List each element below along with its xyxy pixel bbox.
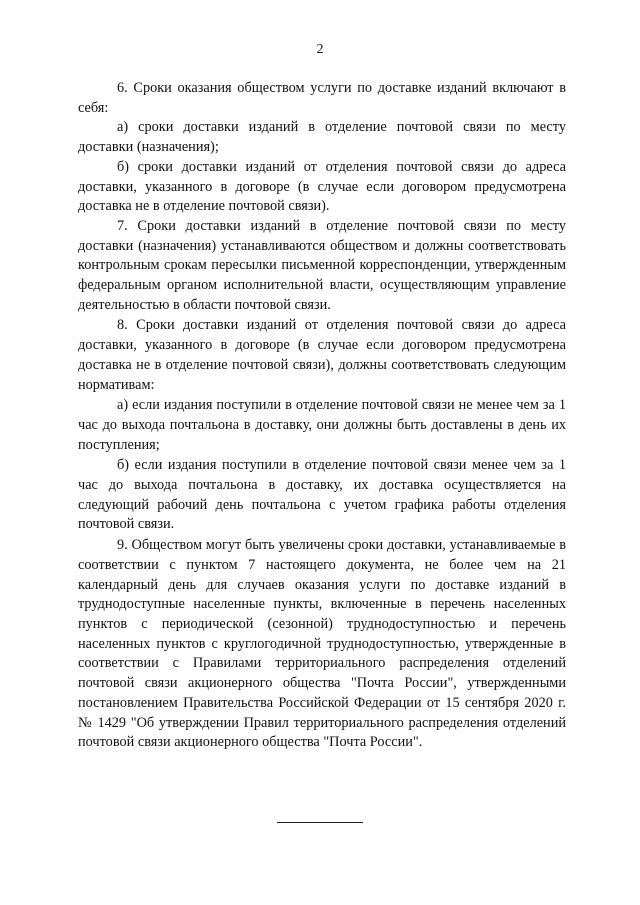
paragraph-8: 8. Сроки доставки изданий от отделения почтовой связи до адреса доставки, указанного в договоре (в случае если договором предусмотрена доставка не в отделение почтовой связи), должны соответствовать следующим нормативам:: [78, 317, 566, 393]
paragraph-8b: б) если издания поступили в отделение почтовой связи менее чем за 1 час до выхода почтальона в доставку, их доставка осуществляется на следующий рабочий день почтальона с учетом графика работы отделения почтовой связи.: [78, 457, 566, 533]
footer-divider: [277, 822, 363, 823]
page-number: 2: [316, 42, 324, 57]
paragraph-6: 6. Сроки оказания обществом услуги по доставке изданий включают в себя:: [78, 80, 566, 116]
paragraph-7: 7. Сроки доставки изданий в отделение почтовой связи по месту доставки (назначения) устанавливаются обществом и должны соответствовать контрольным срокам пересылки письменной корреспонденции, утвержденным федеральным органом исполнительной власти, осуществляющим управление деятельностью в области почтовой связи.: [78, 217, 566, 313]
document-body: [78, 79, 566, 753]
paragraph-9: 9. Обществом могут быть увеличены сроки доставки, устанавливаемые в соответствии с пунктом 7 настоящего документа, не более чем на 21 календарный день для случаев оказания услуги по доставке изданий в труднодоступные населенные пункты, включенные в перечень населенных пунктов с периодической (сезонной) труднодоступностью и перечень населенных пунктов с круглогодичной труднодоступностью, утвержденные в соответствии с Правилами территориального распределения отделений почтовой связи акционерного общества "Почта России", утвержденными постановлением Правительства Российской Федерации от 15 сентября 2020 г. № 1429 "Об утверждении Правил территориального распределения отделений почтовой связи акционерного общества "Почта России".: [78, 537, 566, 751]
paragraph-6b: б) сроки доставки изданий от отделения почтовой связи до адреса доставки, указанного в договоре (в случае если договором предусмотрена доставка не в отделение почтовой связи).: [78, 158, 566, 215]
paragraph-8a: а) если издания поступили в отделение почтовой связи не менее чем за 1 час до выхода почтальона в доставку, они должны быть доставлены в день их поступления;: [78, 397, 566, 453]
paragraph-6a: а) сроки доставки изданий в отделение почтовой связи по месту доставки (назначения);: [78, 119, 566, 156]
